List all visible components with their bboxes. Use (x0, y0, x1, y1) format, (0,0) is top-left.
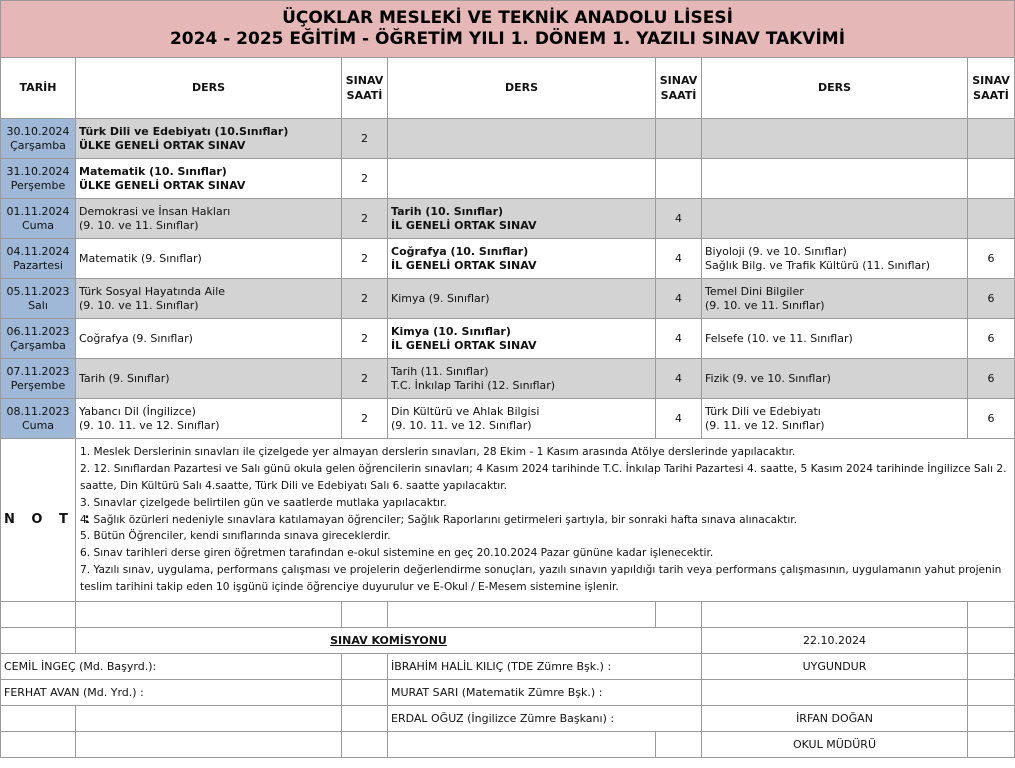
exam-hour-2: 4 (656, 239, 702, 279)
table-row (1, 159, 1015, 199)
exam-hour-2: 4 (656, 399, 702, 439)
principal-title: OKUL MÜDÜRÜ (702, 732, 968, 758)
note-item: 5. Bütün Öğrenciler, kendi sınıflarında sınava gireceklerdir. (80, 530, 391, 543)
date-value: 04.11.2024 (6, 244, 70, 258)
header-date: TARİH (1, 58, 76, 119)
date-value: 30.10.2024 (6, 124, 70, 138)
schedule-title: 2024 - 2025 EĞİTİM - ÖĞRETİM YILI 1. DÖNEM 1. YAZILI SINAV TAKVİMİ (169, 29, 846, 49)
course-name: Tarih (9. Sınıflar) (79, 371, 170, 385)
course-name: Felsefe (10. ve 11. Sınıflar) (705, 331, 853, 345)
committee-cell (76, 628, 702, 654)
note-item: 4. Sağlık özürleri nedeniyle sınavlara katılamayan öğrenciler; Sağlık Raporlarını getirmeleri şartıyla, bir sonraki hafta sınava alınacaktır. (80, 513, 798, 526)
exam-hour-3 (968, 159, 1015, 199)
table-row (1, 199, 1015, 239)
course-name: Temel Dini Bilgiler (705, 284, 804, 298)
table-row (1, 319, 1015, 359)
header-hour-1: SINAV SAATİ (342, 58, 388, 119)
exam-hour-2: 4 (656, 199, 702, 239)
exam-date (1, 119, 76, 159)
date-value: 06.11.2023 (6, 324, 70, 338)
course-name: Biyoloji (9. ve 10. Sınıflar) (705, 244, 847, 258)
course-name: Tarih (11. Sınıflar) (391, 364, 489, 378)
signatory-math-head: MURAT SARI (Matematik Zümre Bşk.) : (388, 680, 702, 706)
exam-hour-1: 2 (342, 239, 388, 279)
notes-label: N O T : (1, 439, 76, 602)
note-item: 6. Sınav tarihleri derse giren öğretmen tarafından e-okul sistemine en geç 20.10.2024 Pazar gününe kadar işlenecektir. (80, 547, 714, 560)
course-name: Fizik (9. ve 10. Sınıflar) (705, 371, 831, 385)
signatory-deputy: FERHAT AVAN (Md. Yrd.) : (1, 680, 342, 706)
exam-hour-3: 6 (968, 239, 1015, 279)
date-value: 08.11.2023 (6, 404, 70, 418)
exam-date (1, 199, 76, 239)
course-note: ÜLKE GENELİ ORTAK SINAV (79, 138, 246, 152)
course-note: İL GENELİ ORTAK SINAV (391, 338, 537, 352)
exam-hour-2: 4 (656, 359, 702, 399)
course-cell-1 (76, 359, 342, 399)
header-course-1: DERS (76, 58, 342, 119)
note-item: 1. Meslek Derslerinin sınavları ile çizelgede yer almayan derslerin sınavları, 28 Ekim - 1 Kasım arasında Atölye derslerinde yapılacaktır. (80, 446, 796, 459)
course-note: İL GENELİ ORTAK SINAV (391, 258, 537, 272)
course-cell-2 (388, 159, 656, 199)
course-cell-3 (702, 279, 968, 319)
exam-date (1, 159, 76, 199)
course-cell-3 (702, 159, 968, 199)
course-note: İL GENELİ ORTAK SINAV (391, 218, 537, 232)
note-item: 7. Yazılı sınav, uygulama, performans çalışması ve projelerin değerlendirme sonuçları, yazılı sınavın yapıldığı tarih veya performans çalışmasının, uygulamanın yahut projenin teslim tarihini takip eden 10 işgünü içinde öğrenciye duyurulur ve E-Okul / E-Mesem sistemine işlenir. (80, 563, 1002, 593)
header-course-2: DERS (388, 58, 656, 119)
course-name: Kimya (10. Sınıflar) (391, 324, 511, 338)
exam-hour-1: 2 (342, 159, 388, 199)
day-name: Salı (28, 298, 48, 312)
course-cell-2 (388, 399, 656, 439)
date-value: 31.10.2024 (6, 164, 70, 178)
exam-hour-3 (968, 199, 1015, 239)
course-note: Sağlık Bilg. ve Trafik Kültürü (11. Sınıflar) (705, 258, 931, 272)
course-cell-1 (76, 199, 342, 239)
exam-hour-1: 2 (342, 319, 388, 359)
principal-name: İRFAN DOĞAN (702, 706, 968, 732)
course-name: Matematik (10. Sınıflar) (79, 164, 227, 178)
date-value: 01.11.2024 (6, 204, 70, 218)
course-cell-3 (702, 399, 968, 439)
exam-hour-1: 2 (342, 399, 388, 439)
course-note: (9. 10. 11. ve 12. Sınıflar) (79, 418, 220, 432)
course-cell-2 (388, 359, 656, 399)
day-name: Çarşamba (10, 138, 66, 152)
exam-hour-2: 4 (656, 279, 702, 319)
signatory-tde-head: İBRAHİM HALİL KILIÇ (TDE Zümre Bşk.) : (388, 654, 702, 680)
day-name: Çarşamba (10, 338, 66, 352)
exam-date (1, 399, 76, 439)
date-value: 05.11.2023 (6, 284, 70, 298)
page-title (1, 1, 1015, 58)
course-name: Coğrafya (9. Sınıflar) (79, 331, 193, 345)
exam-hour-2: 4 (656, 319, 702, 359)
exam-hour-3: 6 (968, 319, 1015, 359)
course-name: Türk Sosyal Hayatında Aile (79, 284, 226, 298)
course-name: Kimya (9. Sınıflar) (391, 291, 490, 305)
course-name: Türk Dili ve Edebiyatı (705, 404, 821, 418)
exam-hour-2 (656, 119, 702, 159)
course-note: (9. 10. ve 11. Sınıflar) (79, 298, 199, 312)
course-cell-3 (702, 359, 968, 399)
header-hour-3: SINAV SAATİ (968, 58, 1015, 119)
exam-date (1, 279, 76, 319)
table-row (1, 239, 1015, 279)
course-cell-2 (388, 319, 656, 359)
day-name: Pazartesi (13, 258, 63, 272)
day-name: Perşembe (10, 178, 66, 192)
approval-label: UYGUNDUR (702, 654, 968, 680)
committee-title: SINAV KOMİSYONU (330, 633, 447, 647)
note-item: 3. Sınavlar çizelgede belirtilen gün ve saatlerde mutlaka yapılacaktır. (80, 496, 447, 509)
school-name: ÜÇOKLAR MESLEKİ VE TEKNİK ANADOLU LİSESİ (282, 8, 733, 28)
table-row (1, 279, 1015, 319)
course-note: T.C. İnkılap Tarihi (12. Sınıflar) (391, 378, 556, 392)
exam-hour-3: 6 (968, 399, 1015, 439)
course-cell-1 (76, 319, 342, 359)
note-item: 2. 12. Sınıflardan Pazartesi ve Salı günü okula gelen öğrencilerin sınavları; 4 Kasım 2024 tarihinde T.C. İnkılap Tarihi Pazartesi 4. saatte, 5 Kasım 2024 tarihinde İngilizce Salı 2. saatte, Din Kültürü Salı 4.saatte, Türk Dili ve Edebiyatı Salı 6. saatte yapılacaktır. (80, 463, 1007, 492)
signatory-english-head: ERDAL OĞUZ (İngilizce Zümre Başkanı) : (388, 706, 702, 732)
table-row (1, 119, 1015, 159)
exam-hour-1: 2 (342, 119, 388, 159)
date-value: 07.11.2023 (6, 364, 70, 378)
course-cell-1 (76, 239, 342, 279)
course-name: Yabancı Dil (İngilizce) (79, 404, 196, 418)
course-name: Din Kültürü ve Ahlak Bilgisi (391, 404, 540, 418)
course-note: ÜLKE GENELİ ORTAK SINAV (79, 178, 246, 192)
course-note: (9. 10. ve 11. Sınıflar) (79, 218, 199, 232)
course-cell-1 (76, 279, 342, 319)
exam-hour-3 (968, 119, 1015, 159)
exam-date (1, 239, 76, 279)
exam-hour-1: 2 (342, 279, 388, 319)
course-name: Türk Dili ve Edebiyatı (10.Sınıflar) (79, 124, 289, 138)
course-cell-2 (388, 239, 656, 279)
exam-hour-1: 2 (342, 199, 388, 239)
exam-hour-1: 2 (342, 359, 388, 399)
day-name: Cuma (21, 418, 55, 432)
course-note: (9. 11. ve 12. Sınıflar) (705, 418, 825, 432)
exam-hour-2 (656, 159, 702, 199)
course-name: Tarih (10. Sınıflar) (391, 204, 504, 218)
course-cell-3 (702, 199, 968, 239)
exam-date (1, 359, 76, 399)
course-note: (9. 10. ve 11. Sınıflar) (705, 298, 825, 312)
header-course-3: DERS (702, 58, 968, 119)
course-cell-3 (702, 239, 968, 279)
day-name: Perşembe (10, 378, 66, 392)
exam-hour-3: 6 (968, 279, 1015, 319)
course-cell-2 (388, 279, 656, 319)
signatory-deputy-head: CEMİL İNGEÇ (Md. Başyrd.): (1, 654, 342, 680)
course-note: (9. 10. 11. ve 12. Sınıflar) (391, 418, 532, 432)
exam-date (1, 319, 76, 359)
header-hour-2: SINAV SAATİ (656, 58, 702, 119)
table-row (1, 399, 1015, 439)
course-cell-2 (388, 119, 656, 159)
approval-date: 22.10.2024 (702, 628, 968, 654)
course-cell-3 (702, 319, 968, 359)
course-cell-1 (76, 159, 342, 199)
day-name: Cuma (21, 218, 55, 232)
course-cell-1 (76, 119, 342, 159)
course-cell-3 (702, 119, 968, 159)
schedule-rows (1, 119, 1015, 439)
course-cell-2 (388, 199, 656, 239)
notes-list (76, 439, 1015, 602)
course-cell-1 (76, 399, 342, 439)
course-name: Coğrafya (10. Sınıflar) (391, 244, 529, 258)
exam-hour-3: 6 (968, 359, 1015, 399)
course-name: Demokrasi ve İnsan Hakları (79, 204, 231, 218)
table-row (1, 359, 1015, 399)
course-name: Matematik (9. Sınıflar) (79, 251, 202, 265)
